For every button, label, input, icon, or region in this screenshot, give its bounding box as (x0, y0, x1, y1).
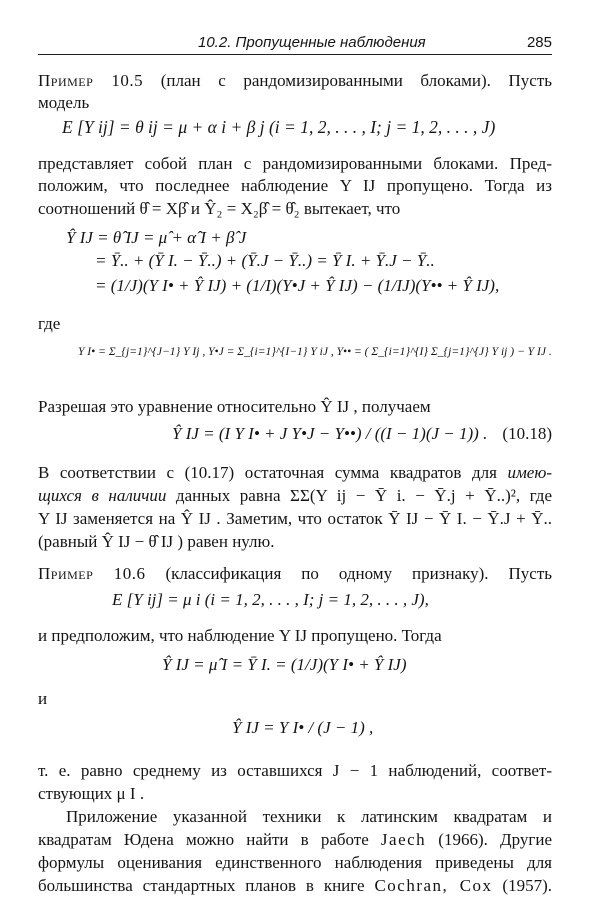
example-10-5-line-2: модель (38, 93, 90, 112)
formula-one-way-result: Ŷ IJ = Y I• / (J − 1) , (232, 718, 374, 737)
paragraph-6-line-1: Приложение указанной техники к латинским квадратам и (66, 807, 552, 826)
equation-number: (10.18) (502, 424, 552, 443)
formula-estimate-1: Ŷ IJ = θ̂ IJ = μ̂ + α̂ I + β̂ J (66, 228, 247, 247)
paragraph-2: Разрешая это уравнение относительно Ŷ IJ , получаем (38, 397, 431, 416)
formula-one-way-model: E [Y ij] = μ i (i = 1, 2, . . . , I; j = 1, 2, . . . , J), (112, 590, 429, 609)
section-title: 10.2. Пропущенные наблюдения (198, 34, 426, 51)
formula-sums: Y I• = Σ_{j=1}^{J−1} Y Ij , Y•J = Σ_{i=1}^{I−1} Y iJ , Y•• = ( Σ_{i=1}^{I} Σ_{j=1}^{J} Y ij ) − Y IJ . (78, 345, 552, 358)
page-number: 285 (526, 34, 552, 51)
and-label: и (38, 689, 48, 708)
example-label: Пример 10.5 (38, 71, 144, 90)
paragraph-3-line-2: щихся в наличии данных равна ΣΣ(Y ij − Ȳ i. − Ȳ.j + Ȳ..)², где (38, 486, 552, 505)
paragraph-3-line-1: В соответствии с (10.17) остаточная сумма квадратов для имею- (38, 463, 552, 482)
example-10-5-line-1: Пример 10.5 (план с рандомизированными блоками). Пусть (38, 71, 552, 90)
formula-one-way-estimate: Ŷ IJ = μ̂ I = Ȳ I. = (1/J)(Y I• + Ŷ IJ) (162, 655, 407, 674)
author-name: Cochran, Cox (374, 876, 493, 895)
example-10-6-line-1: Пример 10.6 (классификация по одному признаку). Пусть (38, 564, 552, 583)
paragraph-1-line-3: соотношений θ̂ = Xβ̂ и Ŷ₂ = X₂β̂ = θ̂₂ вытекает, что (38, 199, 401, 218)
paragraph-1-line-1: представляет собой план с рандомизированными блоками. Пред- (38, 154, 552, 173)
formula-model: E [Y ij] = θ ij = μ + α i + β j (i = 1, 2, . . . , I; j = 1, 2, . . . , J) (62, 117, 496, 137)
paragraph-4: и предположим, что наблюдение Y IJ пропущено. Тогда (38, 626, 442, 645)
paragraph-3-line-4: (равный Ŷ IJ − θ̂ IJ ) равен нулю. (38, 532, 275, 551)
paragraph-5-line-2: ствующих μ I . (38, 784, 145, 803)
where-label: где (38, 314, 61, 333)
paragraph-5-line-1: т. е. равно среднему из оставшихся J − 1 наблюдений, соответ- (38, 761, 552, 780)
paragraph-6-line-3: формулы оценивания единственного наблюдения приведены для (38, 853, 552, 872)
running-header (38, 34, 552, 55)
formula-10-18: Ŷ IJ = (I Y I• + J Y•J − Y••) / ((I − 1)(J − 1)) . (172, 424, 488, 443)
formula-estimate-2: = Ȳ.. + (Ȳ I. − Ȳ..) + (Ȳ.J − Ȳ..) = Ȳ I. + Ȳ.J − Ȳ.. (95, 251, 435, 270)
paragraph-6-line-2: квадратам Юдена можно найти в работе Jaech (1966). Другие (38, 830, 552, 849)
author-name: Jaech (380, 830, 427, 849)
example-label: Пример 10.6 (38, 564, 146, 583)
formula-estimate-3: = (1/J)(Y I• + Ŷ IJ) + (1/I)(Y•J + Ŷ IJ) − (1/IJ)(Y•• + Ŷ IJ), (95, 276, 500, 295)
paragraph-1-line-2: положим, что последнее наблюдение Y IJ пропущено. Тогда из (38, 176, 552, 195)
paragraph-3-line-3: Y IJ заменяется на Ŷ IJ . Заметим, что остаток Ȳ IJ − Ȳ I. − Ȳ.J + Ȳ.. (38, 509, 552, 528)
paragraph-6-line-4: большинства стандартных планов в книге Cochran, Cox (1957). (38, 876, 552, 895)
